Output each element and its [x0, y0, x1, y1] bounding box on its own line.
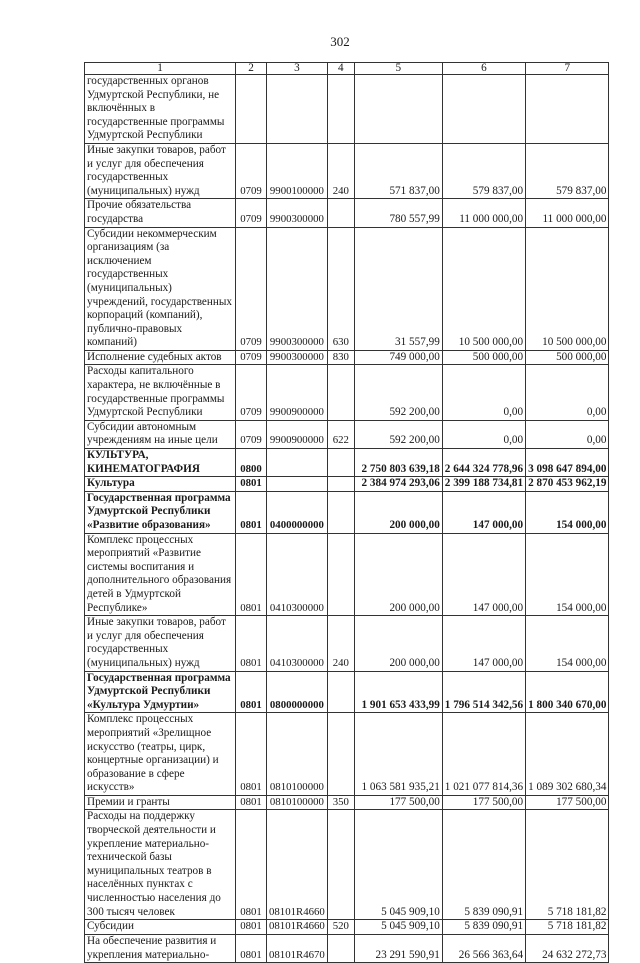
- row-section-code: 0801: [236, 935, 267, 963]
- row-amount-col5: 592 200,00: [354, 420, 442, 448]
- header-col-2: 2: [236, 63, 267, 75]
- row-target-article: [267, 449, 328, 477]
- table-row: [85, 810, 609, 920]
- row-amount-col7: 500 000,00: [526, 350, 609, 365]
- row-expense-type: 520: [327, 920, 354, 935]
- row-amount-col6: 2 399 188 734,81: [442, 477, 525, 492]
- row-amount-col6: 500 000,00: [442, 350, 525, 365]
- row-amount-col6: 147 000,00: [442, 491, 525, 533]
- row-target-article: 08101R4670: [267, 935, 328, 963]
- row-target-article: 0410300000: [267, 616, 328, 671]
- row-amount-col7: 0,00: [526, 420, 609, 448]
- row-section-code: 0709: [236, 420, 267, 448]
- row-name: Исполнение судебных актов: [85, 350, 236, 365]
- row-amount-col7: 24 632 272,73: [526, 935, 609, 963]
- table-row: [85, 350, 609, 365]
- row-target-article: 0410300000: [267, 533, 328, 616]
- header-col-3: 3: [267, 63, 328, 75]
- table-row: [85, 227, 609, 350]
- row-amount-col6: 26 566 363,64: [442, 935, 525, 963]
- table-row: [85, 199, 609, 227]
- row-amount-col7: 2 870 453 962,19: [526, 477, 609, 492]
- row-amount-col7: 5 718 181,82: [526, 810, 609, 920]
- row-amount-col5: 5 045 909,10: [354, 920, 442, 935]
- row-amount-col7: 154 000,00: [526, 533, 609, 616]
- row-amount-col6: 5 839 090,91: [442, 920, 525, 935]
- row-amount-col6: 0,00: [442, 365, 525, 420]
- row-amount-col7: 579 837,00: [526, 143, 609, 198]
- row-section-code: 0801: [236, 477, 267, 492]
- row-amount-col5: 200 000,00: [354, 533, 442, 616]
- row-expense-type: [327, 449, 354, 477]
- row-amount-col7: 1 089 302 680,34: [526, 713, 609, 796]
- row-amount-col5: 200 000,00: [354, 491, 442, 533]
- table-row: [85, 143, 609, 198]
- table-header-row: [85, 63, 609, 75]
- row-section-code: 0709: [236, 227, 267, 350]
- row-expense-type: 350: [327, 795, 354, 810]
- page-number: 302: [330, 34, 350, 49]
- row-amount-col6: 1 796 514 342,56: [442, 671, 525, 713]
- table-row: [85, 420, 609, 448]
- row-target-article: 0800000000: [267, 671, 328, 713]
- row-name: Иные закупки товаров, работ и услуг для обеспечения государственных (муниципальных) нужд: [85, 616, 236, 671]
- table-row: [85, 491, 609, 533]
- row-name: КУЛЬТУРА, КИНЕМАТОГРАФИЯ: [85, 449, 236, 477]
- row-amount-col6: 10 500 000,00: [442, 227, 525, 350]
- row-target-article: [267, 75, 328, 144]
- row-amount-col5: 1 901 653 433,99: [354, 671, 442, 713]
- row-section-code: 0709: [236, 199, 267, 227]
- row-section-code: 0801: [236, 795, 267, 810]
- row-expense-type: [327, 365, 354, 420]
- row-name: Комплекс процессных мероприятий «Развитие системы воспитания и дополнительного образования детей в Удмуртской Республике»: [85, 533, 236, 616]
- table-row: [85, 795, 609, 810]
- row-target-article: 9900900000: [267, 365, 328, 420]
- table-row: [85, 365, 609, 420]
- row-section-code: 0801: [236, 616, 267, 671]
- row-amount-col5: 200 000,00: [354, 616, 442, 671]
- row-amount-col7: 3 098 647 894,00: [526, 449, 609, 477]
- row-amount-col6: 579 837,00: [442, 143, 525, 198]
- row-target-article: 08101R4660: [267, 810, 328, 920]
- row-expense-type: 240: [327, 143, 354, 198]
- row-name: Культура: [85, 477, 236, 492]
- row-amount-col7: 1 800 340 670,00: [526, 671, 609, 713]
- row-target-article: 9900100000: [267, 143, 328, 198]
- row-amount-col6: 2 644 324 778,96: [442, 449, 525, 477]
- header-col-5: 5: [354, 63, 442, 75]
- row-amount-col6: 147 000,00: [442, 533, 525, 616]
- row-amount-col7: 154 000,00: [526, 491, 609, 533]
- table-row: [85, 533, 609, 616]
- row-name: Субсидии некоммерческим организациям (за исключением государственных (муниципальных) учреждений, государственных корпораций (компаний), публично-правовых компаний): [85, 227, 236, 350]
- row-target-article: 9900300000: [267, 199, 328, 227]
- row-name: На обеспечение развития и укрепления материально-: [85, 935, 236, 963]
- row-target-article: 0400000000: [267, 491, 328, 533]
- row-target-article: 9900300000: [267, 350, 328, 365]
- row-amount-col7: 177 500,00: [526, 795, 609, 810]
- row-section-code: [236, 75, 267, 144]
- row-amount-col6: 5 839 090,91: [442, 810, 525, 920]
- row-amount-col5: 31 557,99: [354, 227, 442, 350]
- row-expense-type: [327, 935, 354, 963]
- table-row: [85, 477, 609, 492]
- row-expense-type: 240: [327, 616, 354, 671]
- row-amount-col7: 10 500 000,00: [526, 227, 609, 350]
- header-col-4: 4: [327, 63, 354, 75]
- row-target-article: 9900900000: [267, 420, 328, 448]
- row-expense-type: 630: [327, 227, 354, 350]
- row-expense-type: [327, 671, 354, 713]
- row-amount-col6: 1 021 077 814,36: [442, 713, 525, 796]
- row-amount-col6: 11 000 000,00: [442, 199, 525, 227]
- row-name: Премии и гранты: [85, 795, 236, 810]
- row-name: Комплекс процессных мероприятий «Зрелищное искусство (театры, цирк, концертные организации) и образование в сфере искусств»: [85, 713, 236, 796]
- table-row: [85, 449, 609, 477]
- table-row: [85, 920, 609, 935]
- row-amount-col5: 2 750 803 639,18: [354, 449, 442, 477]
- row-name: Иные закупки товаров, работ и услуг для обеспечения государственных (муниципальных) нужд: [85, 143, 236, 198]
- row-name: Государственная программа Удмуртской Республики «Культура Удмуртии»: [85, 671, 236, 713]
- row-amount-col6: 0,00: [442, 420, 525, 448]
- row-expense-type: [327, 533, 354, 616]
- row-amount-col7: 154 000,00: [526, 616, 609, 671]
- row-amount-col5: 23 291 590,91: [354, 935, 442, 963]
- row-amount-col5: 571 837,00: [354, 143, 442, 198]
- row-expense-type: 830: [327, 350, 354, 365]
- row-section-code: 0801: [236, 713, 267, 796]
- row-amount-col6: [442, 75, 525, 144]
- row-amount-col6: 147 000,00: [442, 616, 525, 671]
- row-name: Прочие обязательства государства: [85, 199, 236, 227]
- row-amount-col6: 177 500,00: [442, 795, 525, 810]
- row-amount-col5: 5 045 909,10: [354, 810, 442, 920]
- row-name: Расходы капитального характера, не включённые в государственные программы Удмуртской Республики: [85, 365, 236, 420]
- row-section-code: 0801: [236, 491, 267, 533]
- row-name: Субсидии: [85, 920, 236, 935]
- row-name: Расходы на поддержку творческой деятельности и укрепление материально-технической базы муниципальных театров в населённых пунктах с численностью населения до 300 тысяч человек: [85, 810, 236, 920]
- row-target-article: 08101R4660: [267, 920, 328, 935]
- row-section-code: 0801: [236, 533, 267, 616]
- row-section-code: 0801: [236, 671, 267, 713]
- budget-table: [84, 62, 609, 963]
- table-row: [85, 75, 609, 144]
- row-amount-col5: 177 500,00: [354, 795, 442, 810]
- row-amount-col5: [354, 75, 442, 144]
- header-col-7: 7: [526, 63, 609, 75]
- row-target-article: [267, 477, 328, 492]
- row-section-code: 0709: [236, 365, 267, 420]
- row-expense-type: [327, 713, 354, 796]
- row-section-code: 0709: [236, 350, 267, 365]
- row-target-article: 0810100000: [267, 713, 328, 796]
- row-expense-type: [327, 491, 354, 533]
- row-amount-col5: 780 557,99: [354, 199, 442, 227]
- row-amount-col7: 5 718 181,82: [526, 920, 609, 935]
- row-section-code: 0800: [236, 449, 267, 477]
- row-expense-type: 622: [327, 420, 354, 448]
- table-row: [85, 671, 609, 713]
- header-col-6: 6: [442, 63, 525, 75]
- row-section-code: 0709: [236, 143, 267, 198]
- row-target-article: 9900300000: [267, 227, 328, 350]
- row-amount-col5: 749 000,00: [354, 350, 442, 365]
- header-col-1: 1: [85, 63, 236, 75]
- row-name: государственных органов Удмуртской Республики, не включённых в государственные программы Удмуртской Республики: [85, 75, 236, 144]
- row-amount-col5: 592 200,00: [354, 365, 442, 420]
- row-amount-col7: [526, 75, 609, 144]
- row-name: Государственная программа Удмуртской Республики «Развитие образования»: [85, 491, 236, 533]
- row-amount-col5: 1 063 581 935,21: [354, 713, 442, 796]
- table-row: [85, 713, 609, 796]
- row-amount-col7: 11 000 000,00: [526, 199, 609, 227]
- row-name: Субсидии автономным учреждениям на иные цели: [85, 420, 236, 448]
- table-row: [85, 616, 609, 671]
- row-amount-col5: 2 384 974 293,06: [354, 477, 442, 492]
- row-expense-type: [327, 810, 354, 920]
- row-expense-type: [327, 75, 354, 144]
- row-section-code: 0801: [236, 810, 267, 920]
- row-target-article: 0810100000: [267, 795, 328, 810]
- row-expense-type: [327, 477, 354, 492]
- table-row: [85, 935, 609, 963]
- row-section-code: 0801: [236, 920, 267, 935]
- row-amount-col7: 0,00: [526, 365, 609, 420]
- row-expense-type: [327, 199, 354, 227]
